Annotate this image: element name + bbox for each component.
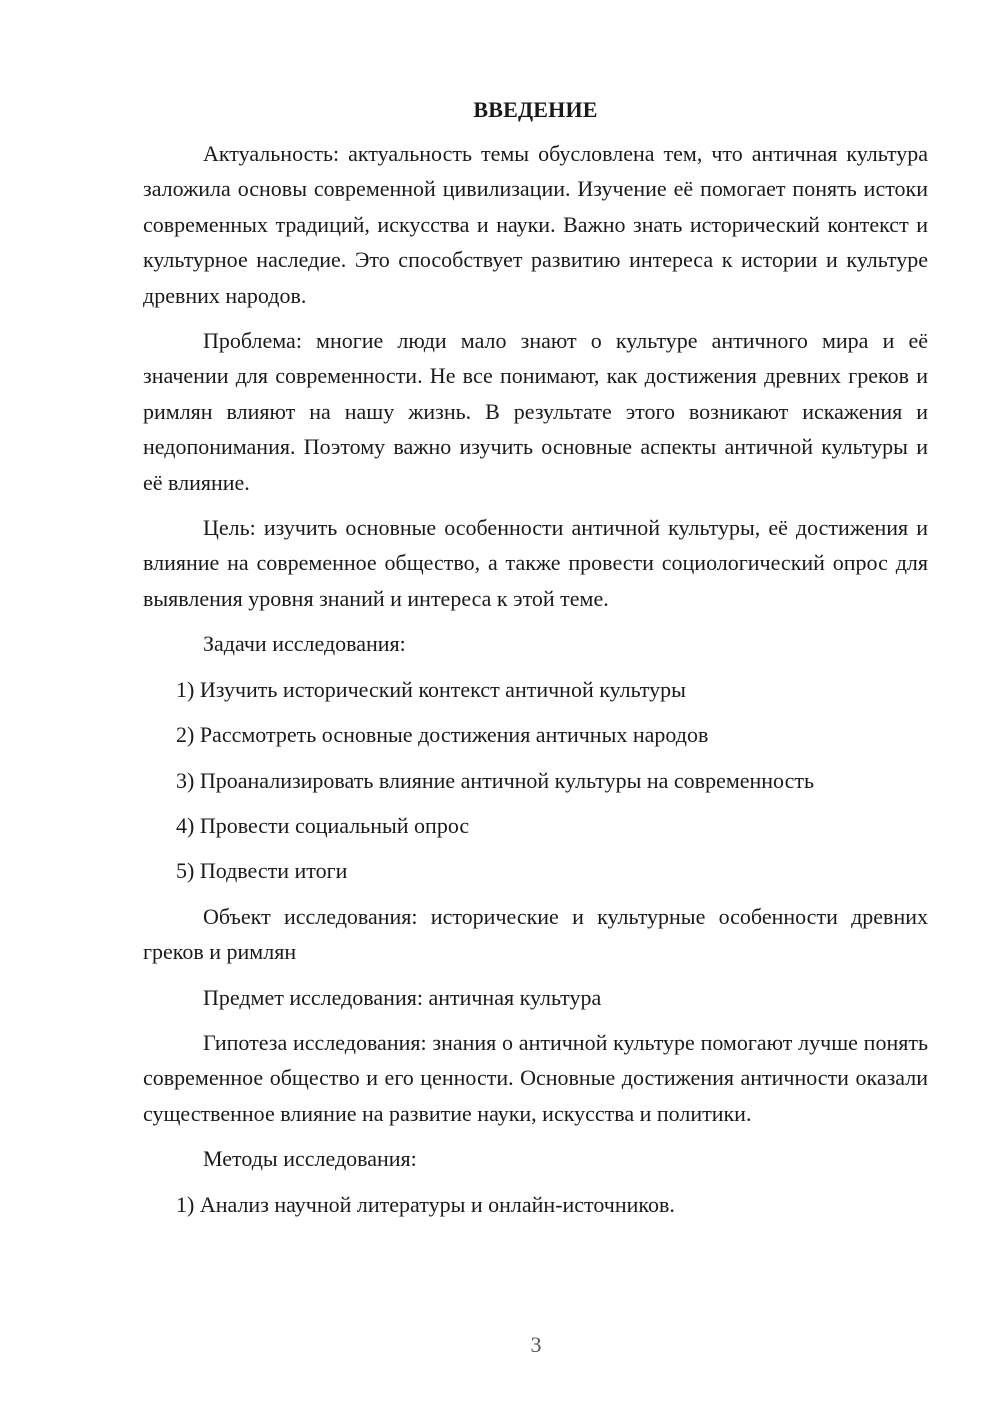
paragraph-goal: Цель: изучить основные особенности античной культуры, её достижения и влияние на современное общество, а также провести социологический опрос для выявления уровня знаний и интереса к этой теме. bbox=[143, 515, 928, 611]
list-item: 5) Подвести итоги bbox=[176, 858, 348, 884]
methods-heading: Методы исследования: bbox=[203, 1146, 417, 1172]
methods-list bbox=[143, 1187, 928, 1222]
list-item: 4) Провести социальный опрос bbox=[176, 812, 470, 838]
list-item: 1) Анализ научной литературы и онлайн-источников. bbox=[176, 1191, 675, 1217]
page-number: 3 bbox=[530, 1332, 542, 1357]
paragraph-object: Объект исследования: исторические и культурные особенности древних греков и римлян bbox=[143, 903, 928, 965]
paragraph-hypothesis: Гипотеза исследования: знания о античной культуре помогают лучше понять современное общество и его ценности. Основные достижения античности оказали существенное влияние на развитие науки, искусства и политики. bbox=[143, 1029, 928, 1126]
tasks-heading: Задачи исследования: bbox=[203, 631, 406, 657]
page-title: ВВЕДЕНИЕ bbox=[473, 97, 598, 122]
list-item: 2) Рассмотреть основные достижения античных народов bbox=[176, 722, 709, 748]
tasks-list bbox=[143, 672, 928, 889]
list-item: 3) Проанализировать влияние античной культуры на современность bbox=[176, 767, 815, 793]
page-body bbox=[143, 92, 928, 1232]
paragraph-problem: Проблема: многие люди мало знают о культуре античного мира и её значении для современности. Не все понимают, как достижения древних греков и римлян влияют на нашу жизнь. В результате этого возникают искажения и недопонимания. Поэтому важно изучить основные аспекты античной культуры и её влияние. bbox=[143, 328, 928, 495]
paragraph-relevance: Актуальность: актуальность темы обусловлена тем, что античная культура заложила основы современной цивилизации. Изучение её помогает понять истоки современных традиций, искусства и науки. Важно знать исторический контекст и культурное наследие. Это способствует развитию интереса к истории и культуре древних народов. bbox=[143, 141, 928, 308]
paragraph-subject: Предмет исследования: античная культура bbox=[203, 984, 602, 1010]
list-item: 1) Изучить исторический контекст античной культуры bbox=[176, 676, 686, 702]
